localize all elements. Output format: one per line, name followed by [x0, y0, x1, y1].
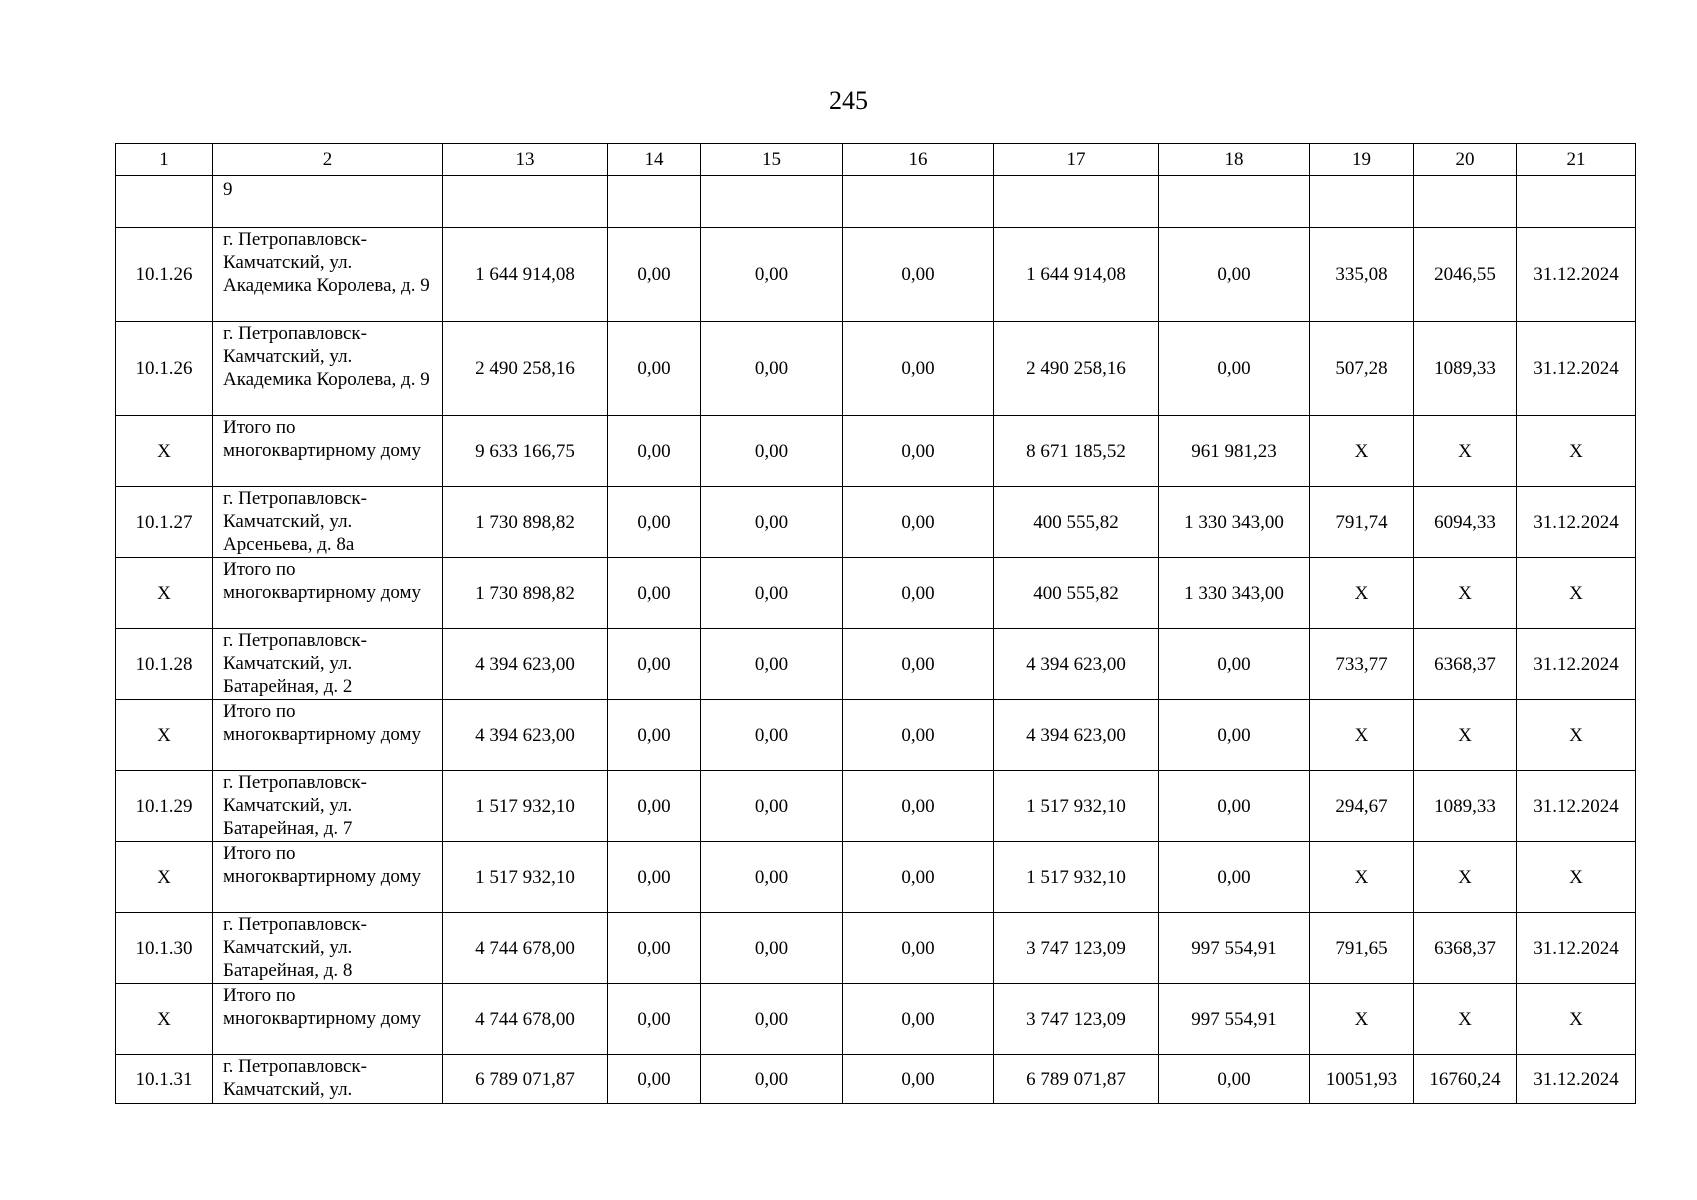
table-row: [116, 1055, 1636, 1104]
cell-num: X: [116, 416, 213, 487]
cell-17: 400 555,82: [994, 487, 1159, 558]
cell-address: г. Петропавловск-Камчатский, ул. Батарейная, д. 2: [213, 629, 443, 700]
cell-num: 10.1.28: [116, 629, 213, 700]
cell-15: 0,00: [701, 984, 843, 1055]
cell-20: 2046,55: [1414, 228, 1517, 322]
cell-14: 0,00: [608, 322, 701, 416]
column-header: 18: [1159, 144, 1310, 176]
cell-21: X: [1517, 842, 1636, 913]
cell-num: [116, 176, 213, 228]
page-number: 245: [829, 86, 868, 115]
cell-20: X: [1414, 700, 1517, 771]
cell-15: 0,00: [701, 558, 843, 629]
cell-13: [443, 176, 608, 228]
cell-address: Итого по многоквартирному дому: [213, 700, 443, 771]
cell-num: 10.1.26: [116, 322, 213, 416]
cell-21: 31.12.2024: [1517, 629, 1636, 700]
cell-address: Итого по многоквартирному дому: [213, 416, 443, 487]
cell-13: 1 517 932,10: [443, 842, 608, 913]
cell-21: X: [1517, 700, 1636, 771]
cell-14: 0,00: [608, 228, 701, 322]
cell-address: г. Петропавловск-Камчатский, ул. Академика Королева, д. 9: [213, 322, 443, 416]
cell-20: 1089,33: [1414, 771, 1517, 842]
cell-15: 0,00: [701, 771, 843, 842]
cell-15: 0,00: [701, 700, 843, 771]
table-row-continuation: [116, 176, 1636, 228]
cell-13: 1 730 898,82: [443, 558, 608, 629]
cell-num: X: [116, 984, 213, 1055]
cell-16: 0,00: [843, 487, 994, 558]
cell-19: 791,74: [1310, 487, 1414, 558]
cell-16: 0,00: [843, 700, 994, 771]
cell-13: 4 394 623,00: [443, 700, 608, 771]
column-header: 16: [843, 144, 994, 176]
cell-20: [1414, 176, 1517, 228]
cell-17: 4 394 623,00: [994, 700, 1159, 771]
cell-20: X: [1414, 984, 1517, 1055]
cell-17: 4 394 623,00: [994, 629, 1159, 700]
cell-14: 0,00: [608, 913, 701, 984]
cell-18: 1 330 343,00: [1159, 487, 1310, 558]
cell-18: 0,00: [1159, 700, 1310, 771]
cell-21: 31.12.2024: [1517, 913, 1636, 984]
cell-21: 31.12.2024: [1517, 771, 1636, 842]
cell-20: 6094,33: [1414, 487, 1517, 558]
cell-17: 8 671 185,52: [994, 416, 1159, 487]
cell-16: 0,00: [843, 228, 994, 322]
cell-14: [608, 176, 701, 228]
cell-21: 31.12.2024: [1517, 1055, 1636, 1104]
table-row: [116, 913, 1636, 984]
cell-21: X: [1517, 416, 1636, 487]
cell-address: Итого по многоквартирному дому: [213, 558, 443, 629]
cell-num: 10.1.26: [116, 228, 213, 322]
cell-20: 1089,33: [1414, 322, 1517, 416]
table-row-total: [116, 416, 1636, 487]
cell-16: 0,00: [843, 984, 994, 1055]
cell-address: Итого по многоквартирному дому: [213, 842, 443, 913]
column-header: 1: [116, 144, 213, 176]
cell-16: 0,00: [843, 1055, 994, 1104]
cell-13: 1 730 898,82: [443, 487, 608, 558]
cell-20: 6368,37: [1414, 913, 1517, 984]
cell-21: 31.12.2024: [1517, 228, 1636, 322]
cell-14: 0,00: [608, 700, 701, 771]
cell-17: 400 555,82: [994, 558, 1159, 629]
cell-17: 3 747 123,09: [994, 984, 1159, 1055]
cell-num: X: [116, 558, 213, 629]
cell-19: X: [1310, 558, 1414, 629]
cell-address: 9: [213, 176, 443, 228]
column-header: 15: [701, 144, 843, 176]
cell-17: 1 644 914,08: [994, 228, 1159, 322]
column-header: 20: [1414, 144, 1517, 176]
cell-19: [1310, 176, 1414, 228]
cell-14: 0,00: [608, 558, 701, 629]
cell-20: X: [1414, 416, 1517, 487]
cell-19: 294,67: [1310, 771, 1414, 842]
cell-19: 507,28: [1310, 322, 1414, 416]
cell-num: X: [116, 700, 213, 771]
cell-18: 0,00: [1159, 842, 1310, 913]
table-row: [116, 228, 1636, 322]
cell-19: 791,65: [1310, 913, 1414, 984]
table-row: [116, 629, 1636, 700]
cell-20: X: [1414, 558, 1517, 629]
cell-20: 16760,24: [1414, 1055, 1517, 1104]
cell-16: 0,00: [843, 322, 994, 416]
cell-14: 0,00: [608, 487, 701, 558]
cell-17: 1 517 932,10: [994, 771, 1159, 842]
cell-16: 0,00: [843, 842, 994, 913]
cell-13: 2 490 258,16: [443, 322, 608, 416]
column-header: 2: [213, 144, 443, 176]
table-row-total: [116, 842, 1636, 913]
cell-17: 6 789 071,87: [994, 1055, 1159, 1104]
cell-18: 0,00: [1159, 322, 1310, 416]
table-row-total: [116, 700, 1636, 771]
cell-address: г. Петропавловск-Камчатский, ул. Батарейная, д. 8: [213, 913, 443, 984]
cell-19: 733,77: [1310, 629, 1414, 700]
cell-16: [843, 176, 994, 228]
table-header-row: [116, 144, 1636, 176]
table-row: [116, 322, 1636, 416]
cell-14: 0,00: [608, 1055, 701, 1104]
cell-15: 0,00: [701, 629, 843, 700]
cell-14: 0,00: [608, 629, 701, 700]
cell-15: 0,00: [701, 842, 843, 913]
cell-21: X: [1517, 984, 1636, 1055]
cell-16: 0,00: [843, 558, 994, 629]
cell-19: X: [1310, 416, 1414, 487]
cell-13: 6 789 071,87: [443, 1055, 608, 1104]
cell-14: 0,00: [608, 771, 701, 842]
cell-21: [1517, 176, 1636, 228]
cell-19: 335,08: [1310, 228, 1414, 322]
column-header: 14: [608, 144, 701, 176]
table-row: [116, 771, 1636, 842]
column-header: 13: [443, 144, 608, 176]
cell-18: 961 981,23: [1159, 416, 1310, 487]
cell-18: 0,00: [1159, 771, 1310, 842]
cell-13: 4 744 678,00: [443, 913, 608, 984]
cell-21: 31.12.2024: [1517, 487, 1636, 558]
cell-18: 997 554,91: [1159, 913, 1310, 984]
cell-16: 0,00: [843, 416, 994, 487]
cell-address: г. Петропавловск-Камчатский, ул.: [213, 1055, 443, 1104]
cell-13: 4 744 678,00: [443, 984, 608, 1055]
cell-18: 0,00: [1159, 629, 1310, 700]
cell-16: 0,00: [843, 913, 994, 984]
cell-17: 1 517 932,10: [994, 842, 1159, 913]
column-header: 17: [994, 144, 1159, 176]
cell-17: 2 490 258,16: [994, 322, 1159, 416]
column-header: 19: [1310, 144, 1414, 176]
cell-13: 9 633 166,75: [443, 416, 608, 487]
cell-15: [701, 176, 843, 228]
cell-address: г. Петропавловск-Камчатский, ул. Арсеньева, д. 8а: [213, 487, 443, 558]
cell-15: 0,00: [701, 416, 843, 487]
cell-18: 1 330 343,00: [1159, 558, 1310, 629]
cell-19: X: [1310, 842, 1414, 913]
cell-13: 1 517 932,10: [443, 771, 608, 842]
column-header: 21: [1517, 144, 1636, 176]
cell-13: 4 394 623,00: [443, 629, 608, 700]
cell-15: 0,00: [701, 228, 843, 322]
cell-16: 0,00: [843, 629, 994, 700]
table-row-total: [116, 558, 1636, 629]
cell-15: 0,00: [701, 1055, 843, 1104]
cell-19: X: [1310, 984, 1414, 1055]
cell-21: 31.12.2024: [1517, 322, 1636, 416]
cell-15: 0,00: [701, 487, 843, 558]
cell-address: г. Петропавловск-Камчатский, ул. Академика Королева, д. 9: [213, 228, 443, 322]
cell-num: 10.1.31: [116, 1055, 213, 1104]
cell-num: 10.1.27: [116, 487, 213, 558]
cell-address: г. Петропавловск-Камчатский, ул. Батарейная, д. 7: [213, 771, 443, 842]
cell-18: [1159, 176, 1310, 228]
cell-21: X: [1517, 558, 1636, 629]
table-row: [116, 487, 1636, 558]
cell-num: X: [116, 842, 213, 913]
cell-17: 3 747 123,09: [994, 913, 1159, 984]
cell-17: [994, 176, 1159, 228]
cell-14: 0,00: [608, 416, 701, 487]
cell-18: 0,00: [1159, 228, 1310, 322]
cell-19: 10051,93: [1310, 1055, 1414, 1104]
cell-20: 6368,37: [1414, 629, 1517, 700]
cell-num: 10.1.29: [116, 771, 213, 842]
cell-16: 0,00: [843, 771, 994, 842]
cell-19: X: [1310, 700, 1414, 771]
cell-18: 0,00: [1159, 1055, 1310, 1104]
cell-13: 1 644 914,08: [443, 228, 608, 322]
cell-14: 0,00: [608, 842, 701, 913]
cell-18: 997 554,91: [1159, 984, 1310, 1055]
cell-address: Итого по многоквартирному дому: [213, 984, 443, 1055]
cell-15: 0,00: [701, 913, 843, 984]
data-table: [115, 143, 1636, 1104]
cell-num: 10.1.30: [116, 913, 213, 984]
table-row-total: [116, 984, 1636, 1055]
cell-20: X: [1414, 842, 1517, 913]
cell-14: 0,00: [608, 984, 701, 1055]
cell-15: 0,00: [701, 322, 843, 416]
